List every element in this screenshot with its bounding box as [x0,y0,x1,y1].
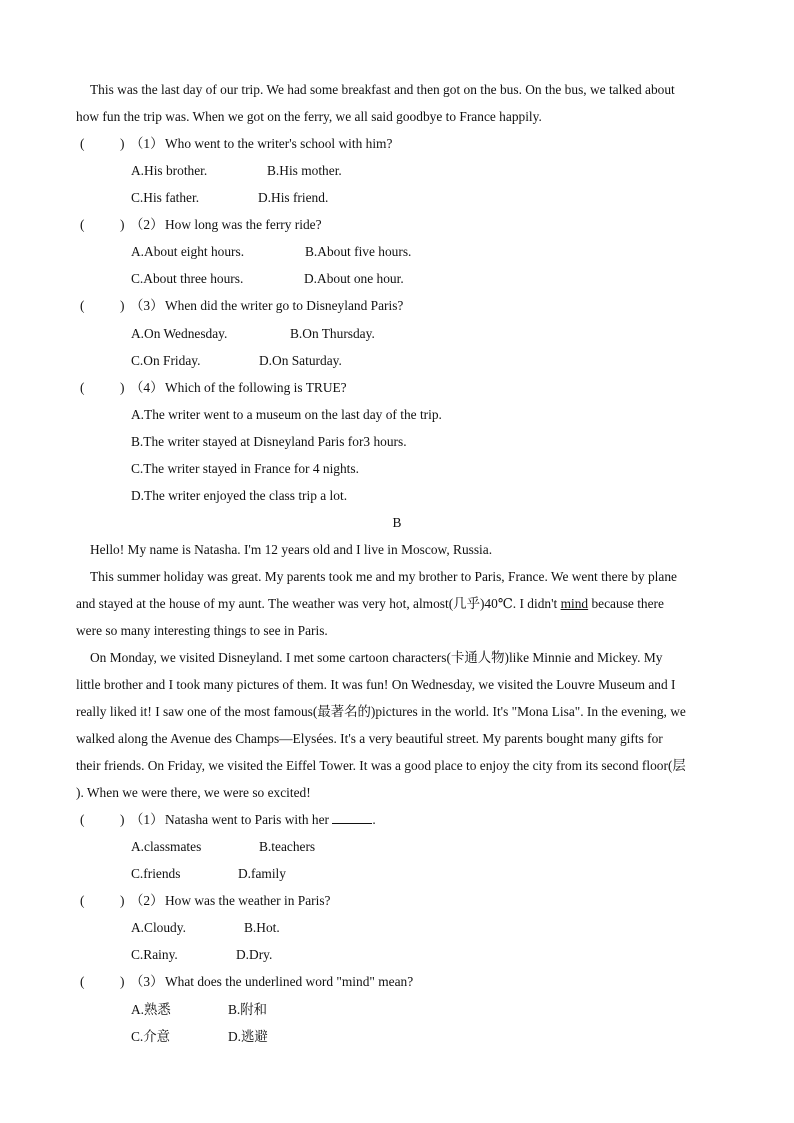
option-d[interactable]: D.About one hour. [304,271,404,286]
answer-bracket-open[interactable]: ( [80,217,85,232]
option-b[interactable]: B.Hot. [244,920,280,935]
passage-b-line: ). When we were there, we were so excited! [76,785,311,800]
answer-bracket-open[interactable]: ( [80,974,85,989]
passage-b-line [76,596,664,612]
option-a[interactable]: A.The writer went to a museum on the last day of the trip. [131,407,442,422]
question-text-part: . [372,812,376,827]
passage-a-line: how fun the trip was. When we got on the ferry, we all said goodbye to France happily. [76,109,542,124]
passage-b-line: Hello! My name is Natasha. I'm 12 years old and I live in Moscow, Russia. [90,542,493,557]
question-text: How was the weather in Paris? [165,893,331,908]
option-a[interactable]: A.On Wednesday. [131,326,228,341]
question-number: （3） [130,298,164,313]
option-c[interactable]: C.About three hours. [131,271,244,286]
option-d[interactable]: D.On Saturday. [259,353,342,368]
option-b[interactable]: B.The writer stayed at Disneyland Paris for3 hours. [131,434,407,449]
passage-text: and stayed at the house of my aunt. The weather was very hot, almost(几乎)40℃. I didn't [76,596,561,611]
option-c[interactable]: C.His father. [131,190,200,205]
question-text [165,812,376,828]
option-d[interactable]: D.The writer enjoyed the class trip a lot. [131,488,348,503]
question-number: （1） [130,136,164,151]
option-d[interactable]: D.逃避 [228,1029,268,1044]
option-c[interactable]: C.Rainy. [131,947,178,962]
answer-bracket-open[interactable]: ( [80,298,85,313]
passage-b-line: were so many interesting things to see in Paris. [76,623,328,638]
answer-bracket-close: ) [120,974,125,989]
option-b[interactable]: B.附和 [228,1002,268,1017]
passage-b-line: On Monday, we visited Disneyland. I met some cartoon characters(卡通人物)like Minnie and Mickey. My [90,650,663,665]
option-b[interactable]: B.teachers [259,839,316,854]
passage-text: because there [588,596,664,611]
passage-b-line: walked along the Avenue des Champs—Elysées. It's a very beautiful street. My parents bought many gifts for [76,731,663,746]
section-heading: B [392,515,402,530]
answer-bracket-close: ) [120,136,125,151]
option-d[interactable]: D.His friend. [258,190,329,205]
question-text-part: Natasha went to Paris with her [165,812,333,827]
option-d[interactable]: D.family [238,866,286,881]
underlined-word-mind: mind [560,596,589,611]
answer-bracket-close: ) [120,812,125,827]
option-b[interactable]: B.About five hours. [305,244,412,259]
answer-bracket-close: ) [120,217,125,232]
option-a[interactable]: A.Cloudy. [131,920,186,935]
fill-blank[interactable] [332,812,372,824]
answer-bracket-open[interactable]: ( [80,136,85,151]
option-a[interactable]: A.His brother. [131,163,208,178]
question-number: （1） [130,812,164,827]
option-a[interactable]: A.About eight hours. [131,244,245,259]
question-number: （2） [130,217,164,232]
question-number: （3） [130,974,164,989]
question-text: What does the underlined word "mind" mean? [165,974,414,989]
answer-bracket-close: ) [120,380,125,395]
answer-bracket-open[interactable]: ( [80,893,85,908]
question-text: When did the writer go to Disneyland Paris? [165,298,404,313]
option-c[interactable]: C.friends [131,866,181,881]
answer-bracket-close: ) [120,893,125,908]
option-b[interactable]: B.His mother. [267,163,342,178]
option-a[interactable]: A.classmates [131,839,202,854]
passage-b-line: their friends. On Friday, we visited the Eiffel Tower. It was a good place to enjoy the city from its second floor(层 [76,758,686,773]
question-text: How long was the ferry ride? [165,217,322,232]
answer-bracket-open[interactable]: ( [80,812,85,827]
passage-a-line: This was the last day of our trip. We had some breakfast and then got on the bus. On the bus, we talked about [90,82,675,97]
question-number: （2） [130,893,164,908]
passage-b-line: little brother and I took many pictures of them. It was fun! On Wednesday, we visited the Louvre Museum and I [76,677,676,692]
option-d[interactable]: D.Dry. [236,947,273,962]
passage-b-line: really liked it! I saw one of the most famous(最著名的)pictures in the world. It's "Mona Lisa". In the evening, we [76,704,686,719]
question-number: （4） [130,380,164,395]
option-c[interactable]: C.介意 [131,1029,171,1044]
answer-bracket-close: ) [120,298,125,313]
question-text: Who went to the writer's school with him? [165,136,393,151]
answer-bracket-open[interactable]: ( [80,380,85,395]
option-c[interactable]: C.On Friday. [131,353,201,368]
question-text: Which of the following is TRUE? [165,380,347,395]
option-b[interactable]: B.On Thursday. [290,326,375,341]
passage-b-line: This summer holiday was great. My parents took me and my brother to Paris, France. We went there by plane [90,569,677,584]
option-c[interactable]: C.The writer stayed in France for 4 nights. [131,461,359,476]
option-a[interactable]: A.熟悉 [131,1002,171,1017]
